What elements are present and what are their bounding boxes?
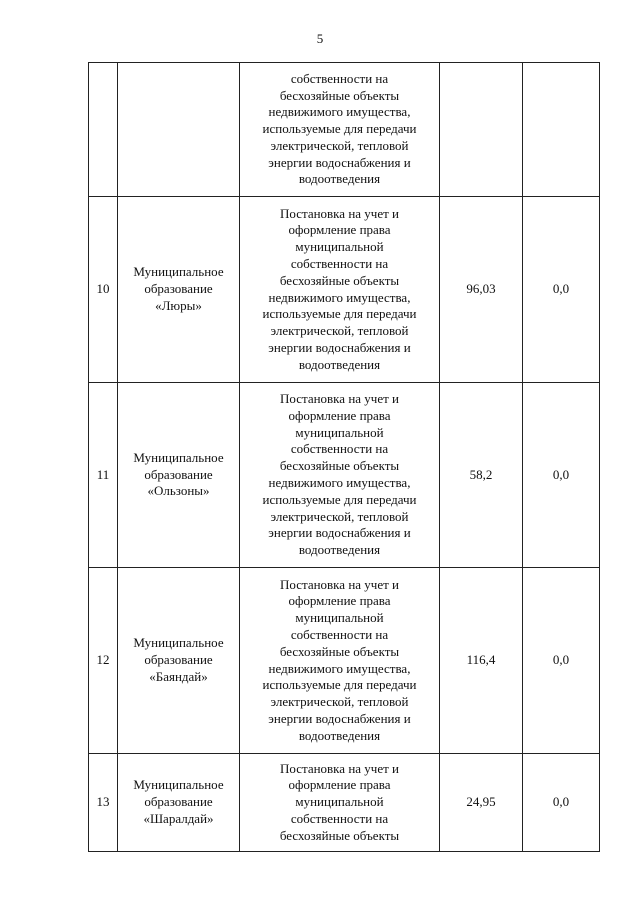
table-row [89,568,600,754]
municipality-line: Муниципальное [133,635,224,651]
description-line: оформление права [288,593,391,609]
municipality-cell [118,383,240,568]
description-line: собственности на [290,810,389,826]
value2-cell: 0,0 [523,383,600,568]
value2-cell: 0,0 [523,754,600,852]
description-line: собственности на [290,626,389,642]
description-line: муниципальной [295,794,384,810]
value1-cell: 116,4 [440,568,523,754]
description-line: недвижимого имущества, [268,660,411,676]
description-line: электрической, тепловой [270,137,409,153]
description-line: недвижимого имущества, [268,475,411,490]
description-line: электрической, тепловой [270,323,409,339]
municipality-line: «Люры» [155,297,202,313]
description-line: водоотведения [298,171,381,187]
municipality-cell [118,63,240,197]
municipality-line: «Ользоны» [147,483,210,499]
description-line: электрической, тепловой [270,508,409,524]
municipality-line: образование [144,652,213,668]
municipality-cell [118,754,240,852]
municipality-cell [118,197,240,383]
description-line: Постановка на учет и [280,760,399,776]
value1-cell: 96,03 [440,197,523,383]
description-line: Постановка на учет и [280,205,399,221]
row-number-cell: 11 [89,383,118,568]
description-cell [240,568,440,754]
municipality-line: Муниципальное [133,264,224,280]
value1-cell: 24,95 [440,754,523,852]
table-row [89,197,600,383]
description-line: собственности на [290,441,389,457]
description-line: Постановка на учет и [280,391,399,407]
description-line: бесхозяйные объекты [279,458,400,474]
table-row-continuation [89,63,600,197]
description-cell [240,63,440,197]
municipality-line: образование [144,466,213,482]
description-line: недвижимого имущества, [268,289,411,305]
description-line: оформление права [288,222,391,238]
table-row [89,754,600,852]
municipality-line: образование [144,794,213,810]
value2-cell [523,63,600,197]
description-line: электрической, тепловой [270,694,409,710]
description-line: бесхозяйные объекты [279,827,400,843]
description-line: бесхозяйные объекты [279,643,400,659]
description-line: Постановка на учет и [280,576,399,592]
description-cell [240,197,440,383]
table-row [89,383,600,568]
description-line: оформление права [288,407,391,423]
description-line: используемые для передачи [262,121,417,137]
municipality-line: Муниципальное [133,449,224,465]
municipality-line: образование [144,281,213,297]
description-line: муниципальной [295,424,384,440]
municipality-cell [118,568,240,754]
description-line: муниципальной [295,610,384,626]
row-number-cell: 10 [89,197,118,383]
description-line: водоотведения [298,356,381,372]
value1-cell: 58,2 [440,383,523,568]
page-number: 5 [316,31,324,46]
description-line: энергии водоснабжения и [268,154,411,170]
description-line: недвижимого имущества, [268,104,411,120]
description-line: энергии водоснабжения и [268,525,411,541]
row-number-cell: 12 [89,568,118,754]
description-line: бесхозяйные объекты [279,87,400,103]
description-line: водоотведения [298,542,381,558]
description-line: энергии водоснабжения и [268,710,411,726]
description-line: используемые для передачи [262,491,417,507]
municipality-line: «Баяндай» [149,668,208,684]
description-line: энергии водоснабжения и [268,339,411,355]
description-line: используемые для передачи [262,677,417,693]
row-number-cell [89,63,118,197]
value1-cell [440,63,523,197]
description-line: оформление права [288,777,391,793]
description-line: водоотведения [298,727,381,743]
municipality-line: Муниципальное [133,777,224,793]
program-table [88,62,600,852]
value2-cell: 0,0 [523,197,600,383]
description-line: муниципальной [295,239,384,255]
description-cell [240,383,440,568]
description-line: собственности на [290,70,389,86]
description-cell [240,754,440,852]
description-line: бесхозяйные объекты [279,272,400,288]
description-line: собственности на [290,255,389,271]
row-number-cell: 13 [89,754,118,852]
value2-cell: 0,0 [523,568,600,754]
municipality-line: «Шаралдай» [143,810,214,826]
description-line: используемые для передачи [262,306,417,322]
